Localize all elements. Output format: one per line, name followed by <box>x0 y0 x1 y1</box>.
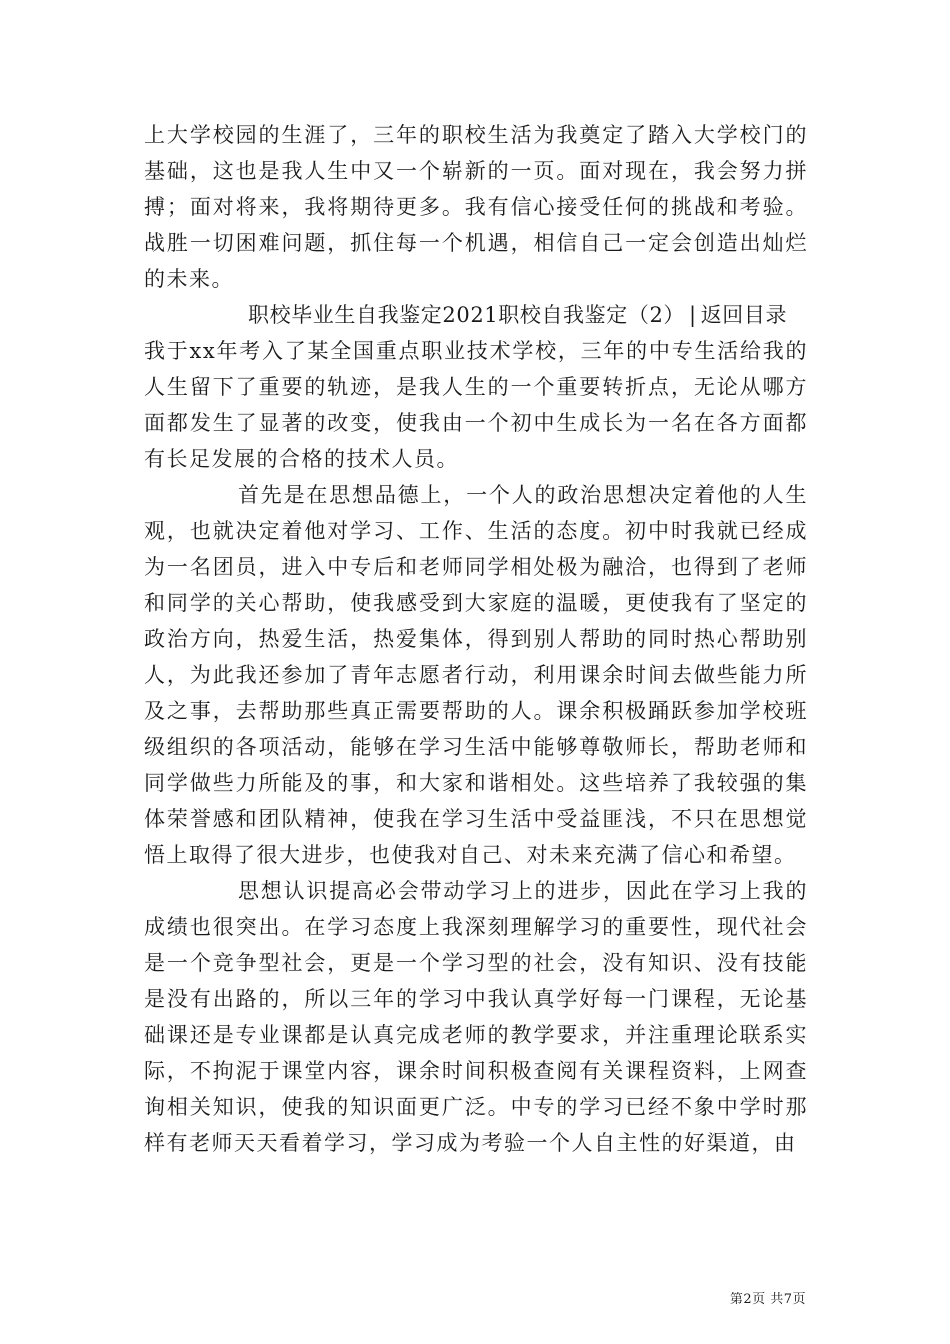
heading-separator: | <box>689 303 697 327</box>
paragraph-4: 思想认识提高必会带动学习上的进步，因此在学习上我的成绩也很突出。在学习态度上我深刻理解学习的重要性，现代社会是一个竞争型社会，更是一个学习型的社会，没有知识、没有技能是没有出路的，所以三年的学习中我认真学好每一门课程，无论基础课还是专业课都是认真完成老师的教学要求，并注重理论联系实际，不拘泥于课堂内容，课余时间积极查阅有关课程资料，上网查询相关知识，使我的知识面更广泛。中专的学习已经不象中学时那样有老师天天看着学习，学习成为考验一个人自主性的好渠道，由 <box>144 879 808 1155</box>
page-number-footer: 第2页 共7页 <box>729 1292 806 1307</box>
paragraph-1: 上大学校园的生涯了，三年的职校生活为我奠定了踏入大学校门的基础，这也是我人生中又一个崭新的一页。面对现在，我会努力拼搏；面对将来，我将期待更多。我有信心接受任何的挑战和考验。战胜一切困难问题，抓住每一个机遇，相信自己一定会创造出灿烂的未来。 <box>144 123 808 291</box>
section-title: 职校毕业生自我鉴定2021职校自我鉴定（2） <box>248 303 686 327</box>
paragraph-2: 我于xx年考入了某全国重点职业技术学校，三年的中专生活给我的人生留下了重要的轨迹，是我人生的一个重要转折点，无论从哪方面都发生了显著的改变，使我由一个初中生成长为一名在各方面都有长足发展的合格的技术人员。 <box>144 339 808 471</box>
document-body <box>144 117 808 1161</box>
section-heading <box>144 297 808 333</box>
back-to-contents-link[interactable]: 返回目录 <box>700 303 788 327</box>
paragraph-3: 首先是在思想品德上，一个人的政治思想决定着他的人生观，也就决定着他对学习、工作、生活的态度。初中时我就已经成为一名团员，进入中专后和老师同学相处极为融洽，也得到了老师和同学的关心帮助，使我感受到大家庭的温暖，更使我有了坚定的政治方向，热爱生活，热爱集体，得到别人帮助的同时热心帮助别人，为此我还参加了青年志愿者行动，利用课余时间去做些能力所及之事，去帮助那些真正需要帮助的人。课余积极踊跃参加学校班级组织的各项活动，能够在学习生活中能够尊敬师长，帮助老师和同学做些力所能及的事，和大家和谐相处。这些培养了我较强的集体荣誉感和团队精神，使我在学习生活中受益匪浅，不只在思想觉悟上取得了很大进步，也使我对自己、对未来充满了信心和希望。 <box>144 483 808 867</box>
